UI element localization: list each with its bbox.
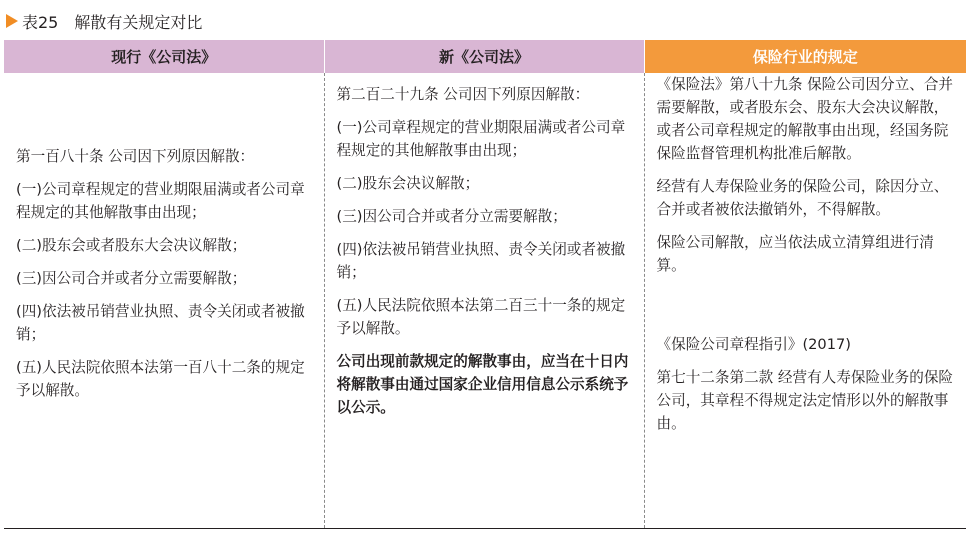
- header-new-company-law: 新《公司法》: [324, 40, 644, 73]
- table-title: 解散有关规定对比: [74, 12, 203, 32]
- clause-text: (一)公司章程规定的营业期限届满或者公司章程规定的其他解散事由出现；: [336, 119, 626, 159]
- clause-text: 《保险法》第八十九条 保险公司因分立、合并需要解散，或者股东会、股东大会决议解散，或者公司章程规定的解散事由出现，经国务院保险监督管理机构批准后解散。: [656, 76, 954, 162]
- clause-text: (二)股东会或者股东大会决议解散；: [16, 237, 247, 254]
- header-row: [4, 40, 966, 73]
- table-row: [4, 73, 966, 529]
- cell-insurance-rules: [644, 73, 966, 529]
- cell-current-law: [4, 73, 324, 529]
- spacer: [657, 287, 957, 333]
- clause-text: (四)依法被吊销营业执照、责令关闭或者被撤销；: [16, 303, 305, 343]
- clause-text: 第七十二条第二款 经营有人寿保险业务的保险公司，其章程不得规定法定情形以外的解散事由。: [656, 369, 954, 432]
- clause-text: 保险公司解散，应当依法成立清算组进行清算。: [656, 234, 934, 274]
- guideline-title: 《保险公司章程指引》(2017): [656, 336, 851, 353]
- clause-text: (五)人民法院依照本法第二百三十一条的规定予以解散。: [336, 297, 626, 337]
- comparison-table: [4, 40, 966, 529]
- clause-text: 经营有人寿保险业务的保险公司，除因分立、合并或者被依法撤销外，不得解散。: [656, 178, 949, 218]
- clause-text: 第二百二十九条 公司因下列原因解散：: [336, 86, 590, 103]
- header-insurance-rules: 保险行业的规定: [644, 40, 966, 73]
- new-provision-text: 公司出现前款规定的解散事由，应当在十日内将解散事由通过国家企业信用信息公示系统予以公示。: [336, 353, 629, 416]
- clause-text: (三)因公司合并或者分立需要解散；: [336, 208, 567, 225]
- header-current-company-law: 现行《公司法》: [4, 40, 324, 73]
- table-caption: [6, 10, 202, 32]
- table-number: 表25: [22, 12, 59, 32]
- clause-text: (三)因公司合并或者分立需要解散；: [16, 270, 247, 287]
- clause-text: 第一百八十条 公司因下列原因解散：: [16, 148, 255, 165]
- clause-text: (二)股东会决议解散；: [336, 175, 480, 192]
- clause-text: (一)公司章程规定的营业期限届满或者公司章程规定的其他解散事由出现；: [16, 181, 305, 221]
- clause-text: (五)人民法院依照本法第一百八十二条的规定予以解散。: [16, 359, 305, 399]
- cell-new-law: [324, 73, 644, 529]
- clause-text: (四)依法被吊销营业执照、责令关闭或者被撤销；: [336, 241, 626, 281]
- caption-triangle-icon: [6, 14, 18, 28]
